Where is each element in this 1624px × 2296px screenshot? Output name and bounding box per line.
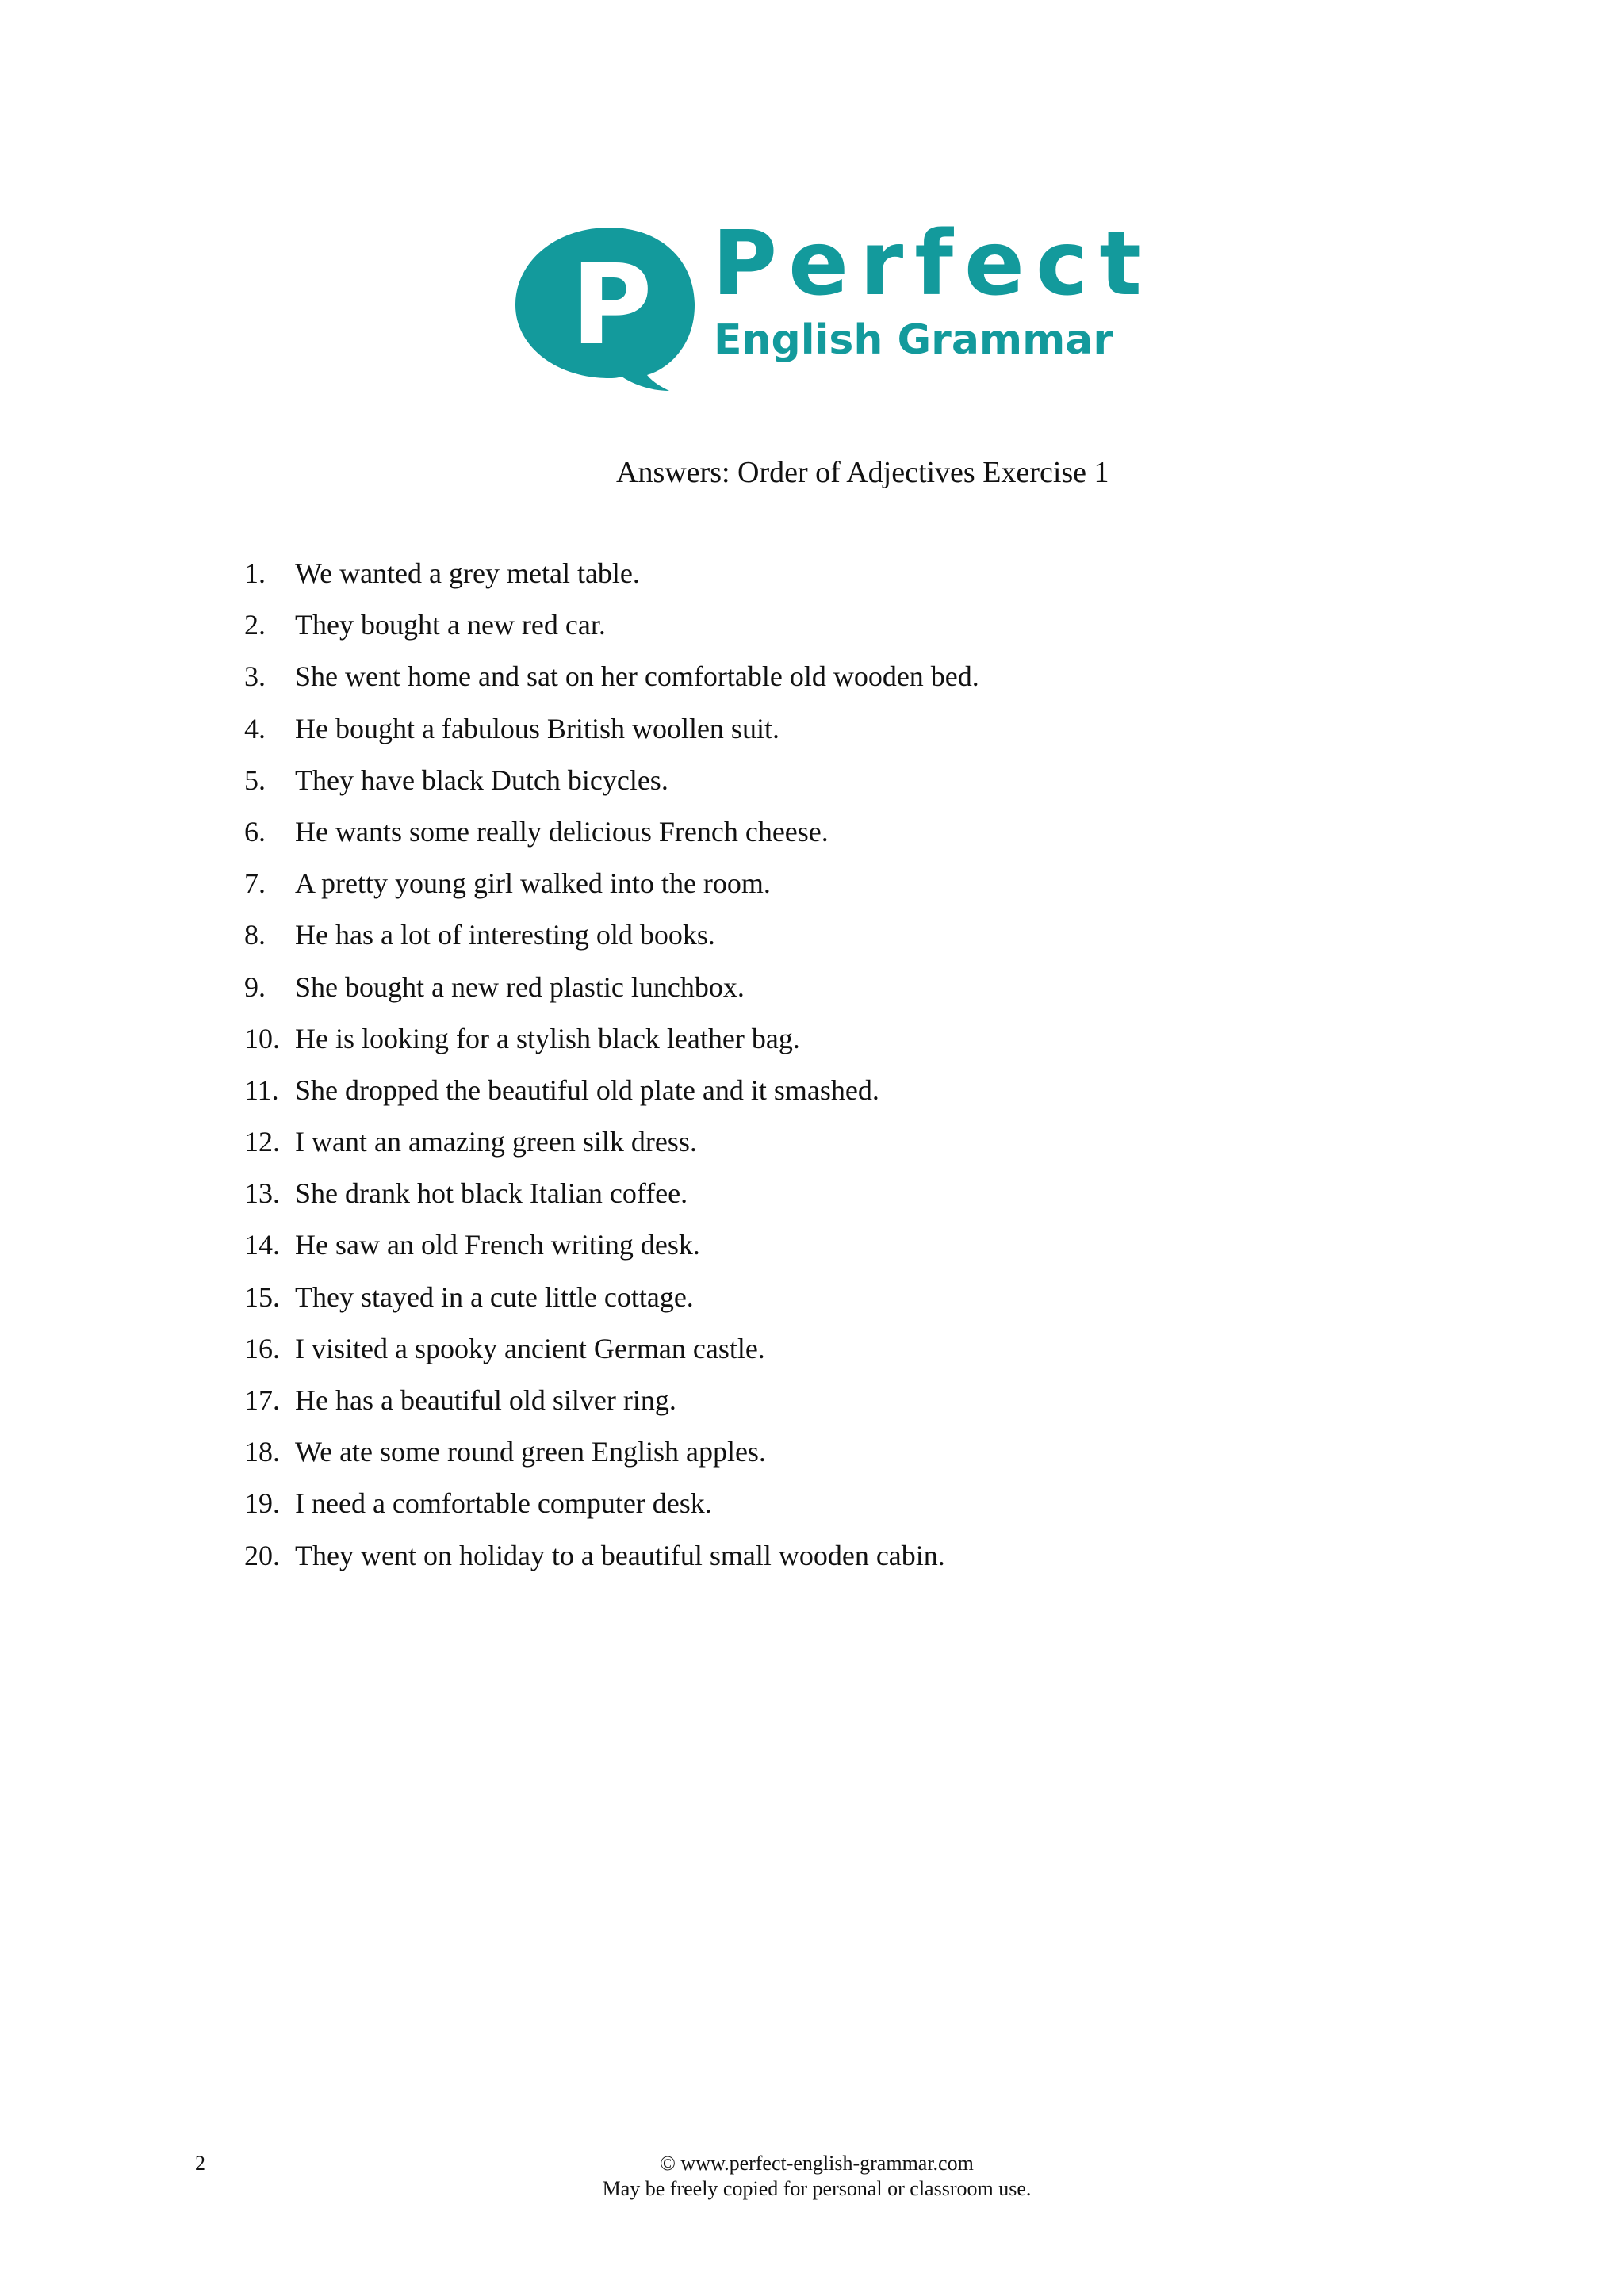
list-item-number: 7.: [244, 867, 266, 900]
list-item-text: I need a comfortable computer desk.: [295, 1487, 712, 1520]
list-item: [244, 1226, 979, 1278]
list-item: [244, 555, 979, 607]
answers-list: [244, 555, 979, 1589]
list-item: [244, 1485, 979, 1536]
list-item: [244, 1020, 979, 1072]
list-item: [244, 1123, 979, 1175]
page-number: 2: [195, 2152, 205, 2175]
list-item-text: He has a beautiful old silver ring.: [295, 1384, 676, 1416]
list-item-text: She drank hot black Italian coffee.: [295, 1177, 688, 1210]
list-item-number: 20.: [244, 1539, 280, 1571]
list-item-number: 13.: [244, 1177, 280, 1210]
list-item-text: They bought a new red car.: [295, 609, 606, 641]
list-item-text: He saw an old French writing desk.: [295, 1229, 700, 1261]
list-item-number: 19.: [244, 1487, 280, 1520]
list-item: [244, 1382, 979, 1433]
list-item: [244, 658, 979, 710]
footer-copyright-link[interactable]: © www.perfect-english-grammar.com: [660, 2152, 974, 2175]
list-item-number: 4.: [244, 712, 266, 744]
list-item: [244, 710, 979, 762]
list-item: [244, 1175, 979, 1226]
list-item-text: He bought a fabulous British woollen suit.: [295, 712, 779, 744]
list-item-text: They stayed in a cute little cottage.: [295, 1280, 694, 1313]
list-item: [244, 607, 979, 658]
footer-license-note: May be freely copied for personal or classroom use.: [602, 2177, 1032, 2200]
list-item-number: 6.: [244, 815, 266, 848]
list-item: [244, 1072, 979, 1123]
logo-word-perfect: Perfect: [712, 212, 1153, 316]
list-item-number: 14.: [244, 1229, 280, 1261]
list-item-number: 2.: [244, 609, 266, 641]
list-item-text: A pretty young girl walked into the room.: [295, 867, 771, 900]
list-item-number: 11.: [244, 1073, 279, 1106]
list-item: [244, 1330, 979, 1382]
footer: [476, 2151, 1158, 2202]
list-item-text: They have black Dutch bicycles.: [295, 763, 668, 796]
logo-letter: P: [571, 241, 653, 370]
list-item-text: I want an amazing green silk dress.: [295, 1126, 697, 1158]
list-item: [244, 813, 979, 865]
logo-word-english-grammar: English Grammar: [714, 316, 1114, 364]
list-item-number: 10.: [244, 1022, 280, 1054]
list-item-number: 16.: [244, 1332, 280, 1364]
list-item-text: He is looking for a stylish black leather bag.: [295, 1022, 800, 1054]
list-item-number: 3.: [244, 660, 266, 693]
list-item-text: She bought a new red plastic lunchbox.: [295, 970, 745, 1003]
page-title: Answers: Order of Adjectives Exercise 1: [616, 456, 1109, 489]
list-item-text: We ate some round green English apples.: [295, 1436, 766, 1468]
list-item-text: We wanted a grey metal table.: [295, 557, 640, 589]
list-item-text: He wants some really delicious French cheese.: [295, 815, 829, 848]
list-item: [244, 916, 979, 968]
list-item-number: 8.: [244, 919, 266, 951]
list-item-text: I visited a spooky ancient German castle.: [295, 1332, 765, 1364]
speech-bubble-icon: [514, 226, 704, 392]
list-item: [244, 1537, 979, 1589]
list-item-text: He has a lot of interesting old books.: [295, 919, 715, 951]
list-item-number: 5.: [244, 763, 266, 796]
list-item: [244, 762, 979, 813]
list-item-text: She dropped the beautiful old plate and it smashed.: [295, 1073, 879, 1106]
list-item-text: They went on holiday to a beautiful small wooden cabin.: [295, 1539, 945, 1571]
list-item-number: 18.: [244, 1436, 280, 1468]
list-item-number: 17.: [244, 1384, 280, 1416]
list-item-number: 1.: [244, 557, 266, 589]
list-item-number: 9.: [244, 970, 266, 1003]
list-item: [244, 1279, 979, 1330]
perfect-english-grammar-logo: [514, 212, 1153, 392]
list-item: [244, 1433, 979, 1485]
list-item: [244, 969, 979, 1020]
list-item-number: 12.: [244, 1126, 280, 1158]
list-item-number: 15.: [244, 1280, 280, 1313]
list-item: [244, 865, 979, 916]
list-item-text: She went home and sat on her comfortable old wooden bed.: [295, 660, 979, 693]
